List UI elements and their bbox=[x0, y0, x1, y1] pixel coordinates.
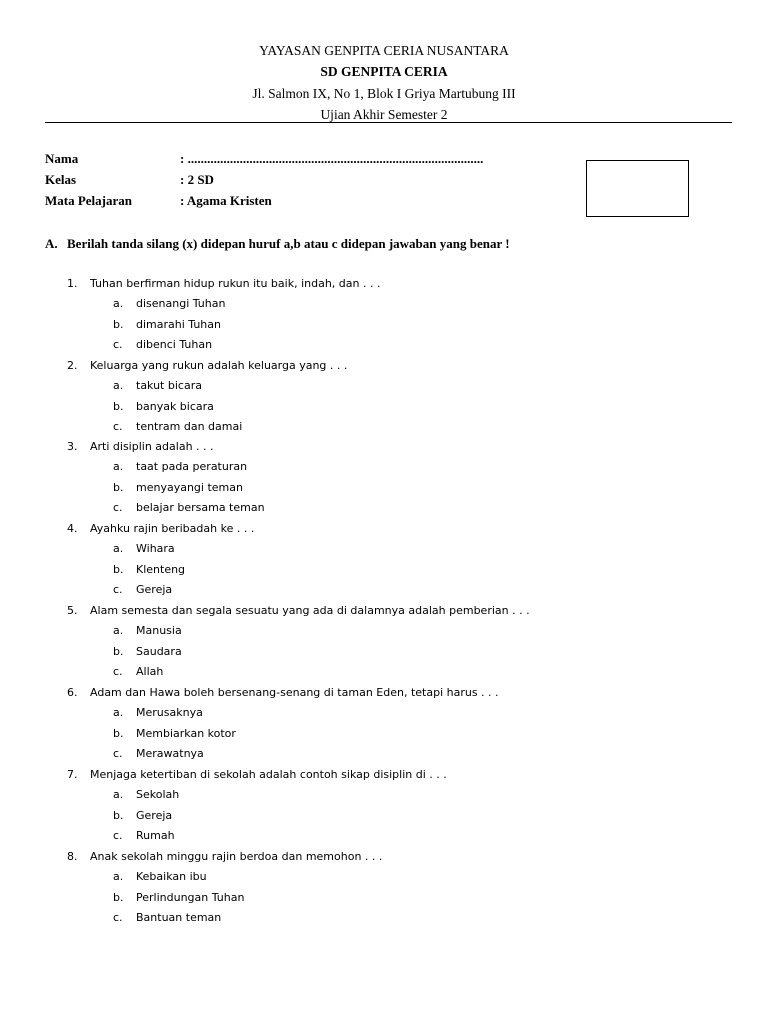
option-text: Gereja bbox=[136, 809, 173, 822]
option-text: Rumah bbox=[136, 829, 175, 842]
question-text: Tuhan berfirman hidup rukun itu baik, indah, dan . . . bbox=[90, 277, 381, 290]
option-letter: c. bbox=[113, 911, 123, 924]
option-text: menyayangi teman bbox=[136, 481, 243, 494]
option-text: Sekolah bbox=[136, 788, 180, 801]
option-letter: c. bbox=[113, 665, 123, 678]
option-letter: a. bbox=[113, 788, 124, 801]
option-text: Manusia bbox=[136, 624, 182, 637]
question-number: 6. bbox=[67, 686, 78, 699]
question-text: Anak sekolah minggu rajin berdoa dan memohon . . . bbox=[90, 850, 383, 863]
section-marker: A. bbox=[45, 236, 58, 251]
option-text: dibenci Tuhan bbox=[136, 338, 213, 351]
option-letter: c. bbox=[113, 747, 123, 760]
question-number: 4. bbox=[67, 522, 78, 535]
option-letter: c. bbox=[113, 583, 123, 596]
option-letter: b. bbox=[113, 645, 124, 658]
option-letter: a. bbox=[113, 870, 124, 883]
option-text: Wihara bbox=[136, 542, 175, 555]
question-number: 3. bbox=[67, 440, 78, 453]
class-value: : 2 SD bbox=[180, 172, 214, 187]
option-letter: b. bbox=[113, 563, 124, 576]
option-letter: a. bbox=[113, 542, 124, 555]
question-number: 7. bbox=[67, 768, 78, 781]
option-text: Allah bbox=[136, 665, 164, 678]
foundation-name: YAYASAN GENPITA CERIA NUSANTARA bbox=[259, 43, 509, 58]
class-label: Kelas bbox=[45, 172, 77, 187]
option-letter: a. bbox=[113, 706, 124, 719]
name-label: Nama bbox=[45, 151, 79, 166]
option-letter: a. bbox=[113, 297, 124, 310]
subject-value: : Agama Kristen bbox=[180, 193, 272, 208]
school-name: SD GENPITA CERIA bbox=[320, 64, 448, 79]
question-number: 5. bbox=[67, 604, 78, 617]
option-text: banyak bicara bbox=[136, 400, 214, 413]
option-text: Kebaikan ibu bbox=[136, 870, 207, 883]
option-text: tentram dan damai bbox=[136, 420, 243, 433]
option-letter: c. bbox=[113, 338, 123, 351]
option-letter: b. bbox=[113, 318, 124, 331]
option-text: Membiarkan kotor bbox=[136, 727, 236, 740]
option-letter: a. bbox=[113, 379, 124, 392]
option-text: Gereja bbox=[136, 583, 173, 596]
exam-title: Ujian Akhir Semester 2 bbox=[320, 107, 448, 122]
option-text: takut bicara bbox=[136, 379, 202, 392]
option-text: Bantuan teman bbox=[136, 911, 222, 924]
section-instruction bbox=[45, 236, 510, 252]
question-text: Alam semesta dan segala sesuatu yang ada di dalamnya adalah pemberian . . . bbox=[90, 604, 530, 617]
option-letter: a. bbox=[113, 460, 124, 473]
question-number: 2. bbox=[67, 359, 78, 372]
option-letter: a. bbox=[113, 624, 124, 637]
question-text: Ayahku rajin beribadah ke . . . bbox=[90, 522, 255, 535]
option-text: Merawatnya bbox=[136, 747, 204, 760]
option-text: dimarahi Tuhan bbox=[136, 318, 221, 331]
option-text: Perlindungan Tuhan bbox=[136, 891, 245, 904]
option-text: Klenteng bbox=[136, 563, 186, 576]
subject-label: Mata Pelajaran bbox=[45, 193, 133, 208]
question-text: Menjaga ketertiban di sekolah adalah contoh sikap disiplin di . . . bbox=[90, 768, 447, 781]
question-text: Arti disiplin adalah . . . bbox=[90, 440, 214, 453]
question-number: 8. bbox=[67, 850, 78, 863]
option-letter: b. bbox=[113, 891, 124, 904]
option-letter: c. bbox=[113, 829, 123, 842]
name-value: : ........................................................................................... bbox=[180, 151, 484, 166]
option-text: Merusaknya bbox=[136, 706, 203, 719]
question-text: Keluarga yang rukun adalah keluarga yang . . . bbox=[90, 359, 348, 372]
option-text: disenangi Tuhan bbox=[136, 297, 226, 310]
question-number: 1. bbox=[67, 277, 78, 290]
option-letter: c. bbox=[113, 501, 123, 514]
option-letter: b. bbox=[113, 481, 124, 494]
option-letter: c. bbox=[113, 420, 123, 433]
option-letter: b. bbox=[113, 727, 124, 740]
question-text: Adam dan Hawa boleh bersenang-senang di taman Eden, tetapi harus . . . bbox=[90, 686, 499, 699]
instruction-text: Berilah tanda silang (x) didepan huruf a,b atau c didepan jawaban yang benar ! bbox=[67, 236, 510, 251]
option-letter: b. bbox=[113, 809, 124, 822]
option-text: taat pada peraturan bbox=[136, 460, 248, 473]
option-letter: b. bbox=[113, 400, 124, 413]
option-text: belajar bersama teman bbox=[136, 501, 265, 514]
header-divider bbox=[45, 122, 732, 123]
option-text: Saudara bbox=[136, 645, 182, 658]
school-address: Jl. Salmon IX, No 1, Blok I Griya Martubung III bbox=[252, 86, 516, 101]
score-box bbox=[586, 160, 689, 217]
